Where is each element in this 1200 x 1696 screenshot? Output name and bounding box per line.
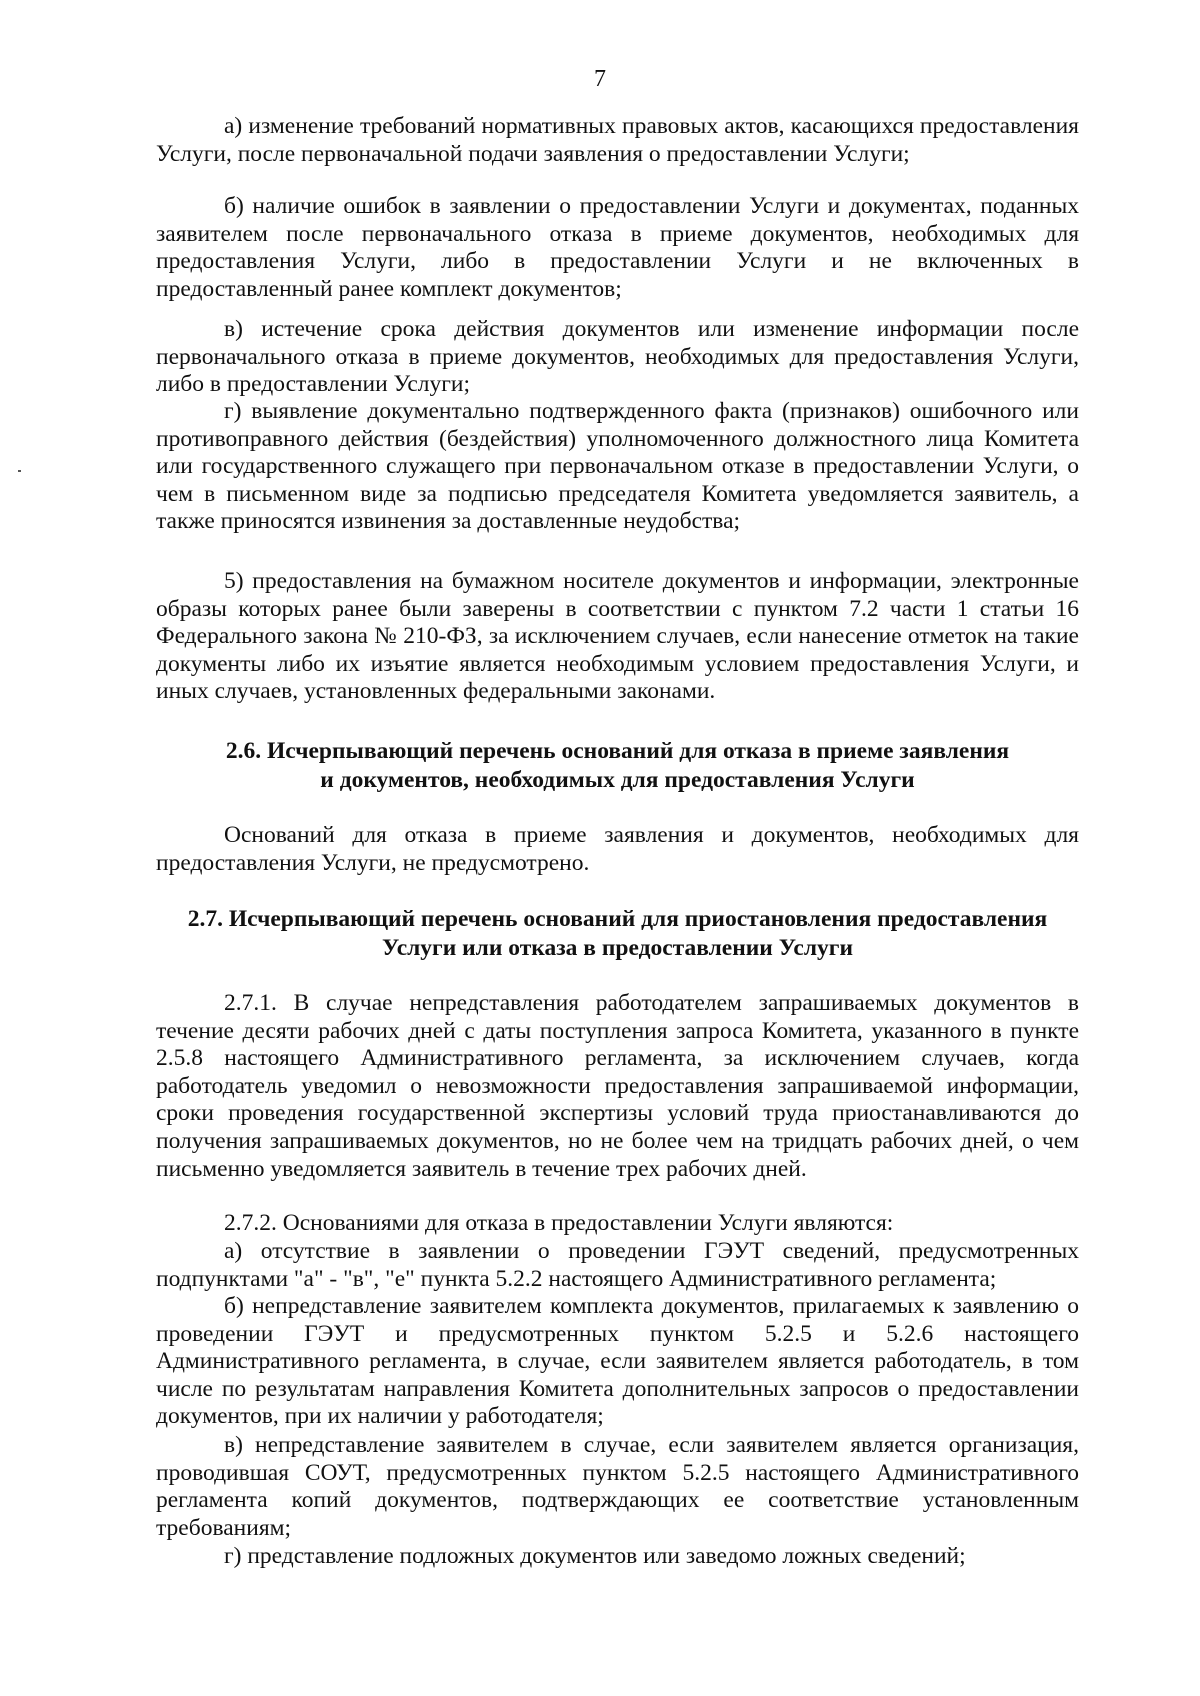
section-2-6-heading-line2: и документов, необходимых для предоставления Услуги (320, 767, 915, 793)
paragraph-2-7-1: 2.7.1. В случае непредставления работодателем запрашиваемых документов в течение десяти рабочих дней с даты поступления запроса Комитета, указанного в пункте 2.5.8 настоящего Административного регламента, за исключением случаев, когда работодатель уведомил о невозможности предоставления запрашиваемой информации, сроки проведения государственной экспертизы условий труда приостанавливаются до получения запрашиваемых документов, но не более чем на тридцать рабочих дней, о чем письменно уведомляется заявитель в течение трех рабочих дней. (156, 990, 1079, 1182)
paragraph-g: г) выявление документально подтвержденного факта (признаков) ошибочного или противоправного действия (бездействия) уполномоченного должностного лица Комитета или государственного служащего при первоначальном отказе в предоставлении Услуги, о чем в письменном виде за подписью председателя Комитета уведомляется заявитель, а также приносятся извинения за доставленные неудобства; (156, 398, 1079, 535)
paragraph-v: в) истечение срока действия документов или изменение информации после первоначального отказа в приеме документов, необходимых для предоставления Услуги, либо в предоставлении Услуги; (156, 316, 1079, 398)
paragraph-2-7-2-a: а) отсутствие в заявлении о проведении ГЭУТ сведений, предусмотренных подпунктами "а" - "в", "е" пункта 5.2.2 настоящего Административного регламента; (156, 1238, 1079, 1292)
paragraph-2-7-2-v: в) непредставление заявителем в случае, если заявителем является организация, проводившая СОУТ, предусмотренных пунктом 5.2.5 настоящего Административного регламента копий документов, подтверждающих ее соответствие установленным требованиям; (156, 1432, 1079, 1541)
section-2-6-heading (156, 737, 1079, 795)
section-2-6-heading-line1: 2.6. Исчерпывающий перечень оснований для отказа в приеме заявления (225, 738, 1010, 764)
section-2-6-text: Оснований для отказа в приеме заявления и документов, необходимых для предоставления Услуги, не предусмотрено. (156, 822, 1079, 876)
section-2-7-heading-line1: 2.7. Исчерпывающий перечень оснований для приостановления предоставления (187, 906, 1048, 932)
paragraph-a: а) изменение требований нормативных правовых актов, касающихся предоставления Услуги, после первоначальной подачи заявления о предоставлении Услуги; (156, 113, 1079, 167)
scan-speck (18, 470, 21, 472)
paragraph-2-7-2-b: б) непредставление заявителем комплекта документов, прилагаемых к заявлению о проведении ГЭУТ и предусмотренных пунктом 5.2.5 и 5.2.6 настоящего Административного регламента, в случае, если заявителем является работодатель, в том числе по результатам направления Комитета дополнительных запросов о предоставлении документов, при их наличии у работодателя; (156, 1293, 1079, 1430)
paragraph-2-7-2-g: г) представление подложных документов или заведомо ложных сведений; (224, 1543, 966, 1569)
section-2-7-heading-line2: Услуги или отказа в предоставлении Услуги (381, 935, 853, 961)
paragraph-b: б) наличие ошибок в заявлении о предоставлении Услуги и документах, поданных заявителем после первоначального отказа в приеме документов, необходимых для предоставления Услуги, либо в предоставлении Услуги и не включенных в предоставленный ранее комплект документов; (156, 193, 1079, 302)
section-2-7-heading (156, 905, 1079, 963)
page-number: 7 (594, 66, 606, 92)
paragraph-2-7-2: 2.7.2. Основаниями для отказа в предоставлении Услуги являются: (224, 1210, 894, 1236)
paragraph-5: 5) предоставления на бумажном носителе документов и информации, электронные образы которых ранее были заверены в соответствии с пунктом 7.2 части 1 статьи 16 Федерального закона № 210-ФЗ, за исключением случаев, если нанесение отметок на такие документы либо их изъятие является необходимым условием предоставления Услуги, и иных случаев, установленных федеральными законами. (156, 568, 1079, 705)
